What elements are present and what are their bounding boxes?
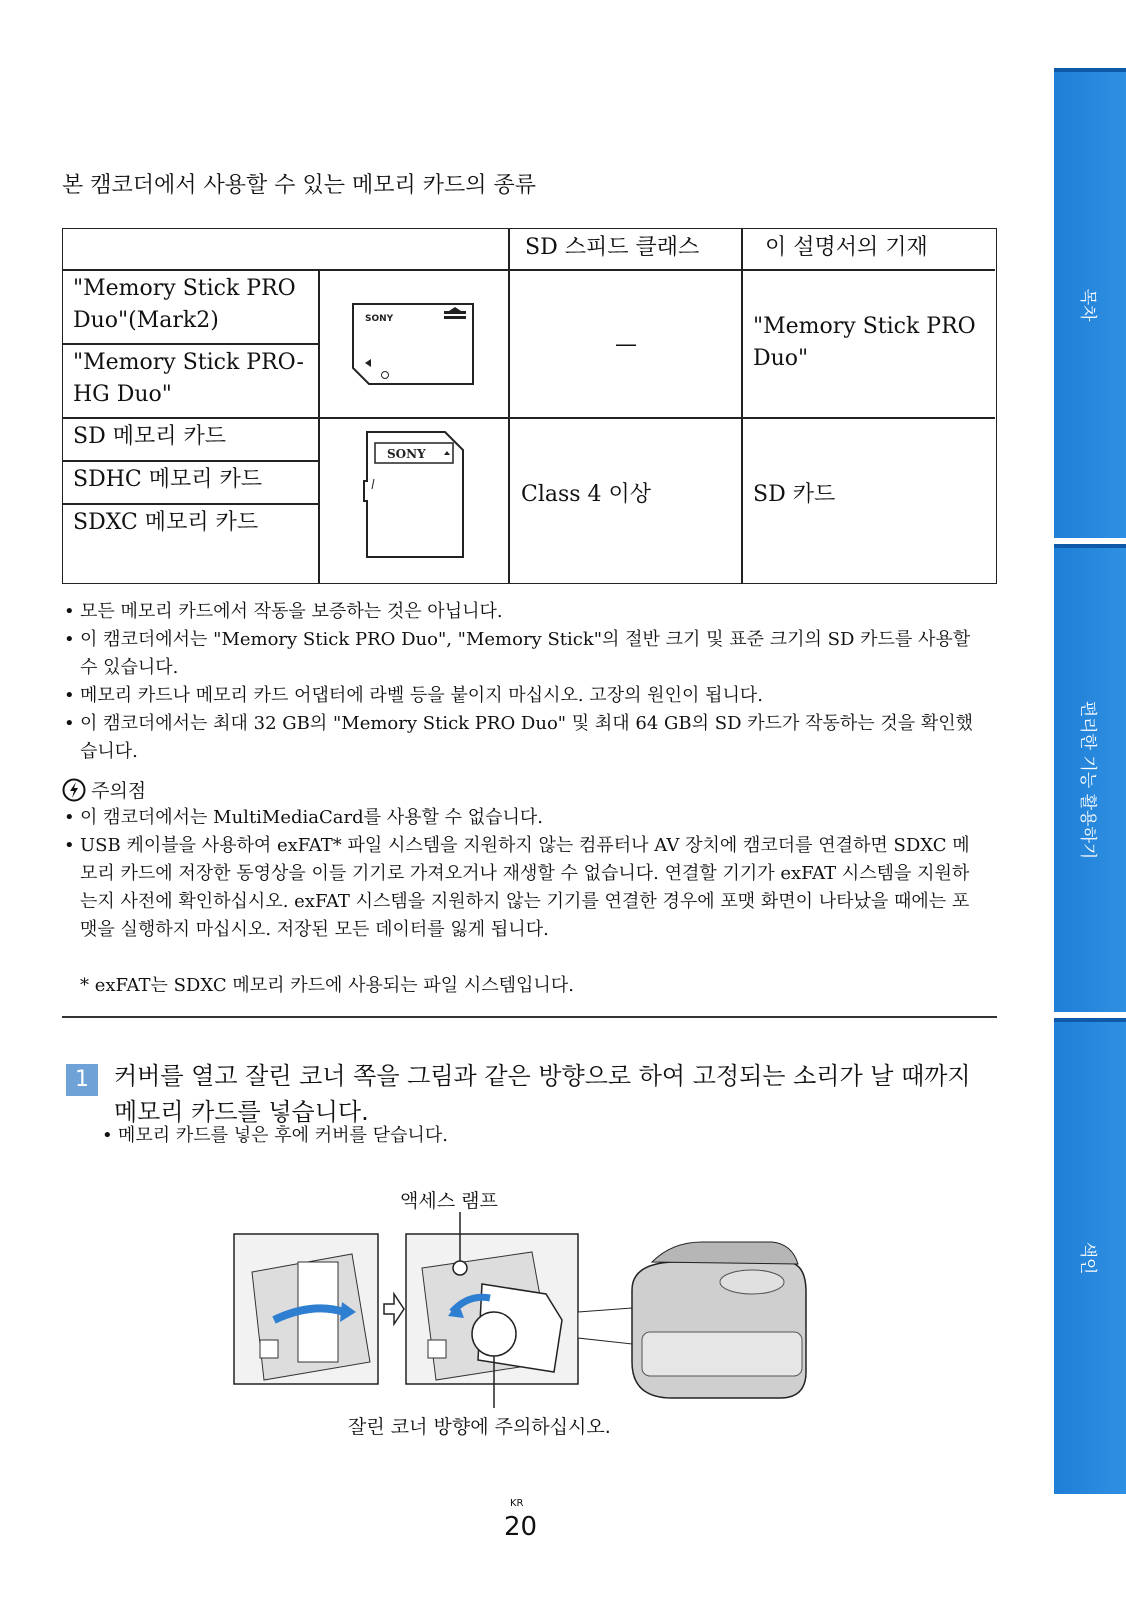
header-sd-speed-class: SD 스피드 클래스 [525, 235, 700, 260]
tab-useful-features[interactable] [1054, 544, 1126, 1012]
sd-reference: SD 카드 [753, 482, 836, 507]
header-manual-reference: 이 설명서의 기재 [765, 235, 928, 260]
card-insertion-illustration [232, 1212, 812, 1408]
ms-reference: "Memory Stick PRO Duo" [753, 314, 976, 371]
tab-useful-features-label: 편리한 기능 활용하기 [1077, 700, 1098, 860]
caution-item: • 이 캠코더에서는 MultiMediaCard를 사용할 수 없습니다. [62, 804, 977, 832]
caution-title: 주의점 [91, 780, 147, 802]
ms-speed-class: — [615, 332, 637, 357]
step-sub-item: • 메모리 카드를 넣은 후에 커버를 닫습니다. [100, 1122, 900, 1150]
step-sub-list [100, 1122, 900, 1150]
access-lamp-label: 액세스 램프 [400, 1190, 498, 1212]
sd-speed-class: Class 4 이상 [521, 482, 652, 507]
note-item: • 모든 메모리 카드에서 작동을 보증하는 것은 아닙니다. [62, 598, 977, 626]
caution-list [62, 804, 977, 944]
memory-card-table [62, 228, 997, 584]
step-instruction: 커버를 열고 잘린 코너 쪽을 그림과 같은 방향으로 하여 고정되는 소리가 날 때까지 메모리 카드를 넣습니다. [114, 1062, 971, 1126]
ms-name-pro-hg: "Memory Stick PRO-HG Duo" [73, 350, 304, 407]
sd-logo-text: SONY [387, 447, 426, 461]
tab-contents[interactable] [1054, 68, 1126, 538]
sd-card-image [363, 429, 467, 561]
caution-footnote: * exFAT는 SDXC 메모리 카드에 사용되는 파일 시스템입니다. [80, 975, 574, 996]
ms-logo-text: SONY [365, 314, 394, 324]
sdhc-name: SDHC 메모리 카드 [73, 467, 262, 492]
sd-name: SD 메모리 카드 [73, 424, 226, 449]
note-item: • 이 캠코더에서는 "Memory Stick PRO Duo", "Memory Stick"의 절반 크기 및 표준 크기의 SD 카드를 사용할 수 있습니다. [62, 626, 977, 682]
notes-list [62, 598, 977, 766]
divider [62, 1016, 997, 1018]
note-item: • 이 캠코더에서는 최대 32 GB의 "Memory Stick PRO Duo" 및 최대 64 GB의 SD 카드가 작동하는 것을 확인했습니다. [62, 710, 977, 766]
tab-index-label: 색인 [1077, 1241, 1098, 1275]
tab-index[interactable] [1054, 1018, 1126, 1494]
note-item: • 메모리 카드나 메모리 카드 어댑터에 라벨 등을 붙이지 마십시오. 고장의 원인이 됩니다. [62, 682, 977, 710]
page-number: 20 [504, 1512, 538, 1542]
footer-language: KR [510, 1498, 524, 1509]
notched-corner-label: 잘린 코너 방향에 주의하십시오. [348, 1416, 611, 1438]
section-title: 본 캠코더에서 사용할 수 있는 메모리 카드의 종류 [62, 173, 536, 198]
tab-contents-label: 목차 [1077, 288, 1098, 322]
caution-heading [62, 776, 146, 802]
sdxc-name: SDXC 메모리 카드 [73, 510, 259, 535]
memory-stick-image [349, 301, 477, 387]
caution-icon [62, 778, 86, 802]
step-number: 1 [66, 1064, 98, 1096]
caution-item: • USB 케이블을 사용하여 exFAT* 파일 시스템을 지원하지 않는 컴퓨터나 AV 장치에 캠코더를 연결하면 SDXC 메모리 카드에 저장한 동영상을 이들 기기로 가져오거나 재생할 수 없습니다. 연결할 기기가 exFAT 시스템을 지원하는지 사전에 확인하십시오. exFAT 시스템을 지원하지 않는 기기를 연결한 경우에 포맷 화면이 나타났을 때에는 포맷을 실행하지 마십시오. 저장된 모든 데이터를 잃게 됩니다. [62, 832, 977, 944]
ms-name-mark2: "Memory Stick PRO Duo"(Mark2) [73, 276, 296, 333]
